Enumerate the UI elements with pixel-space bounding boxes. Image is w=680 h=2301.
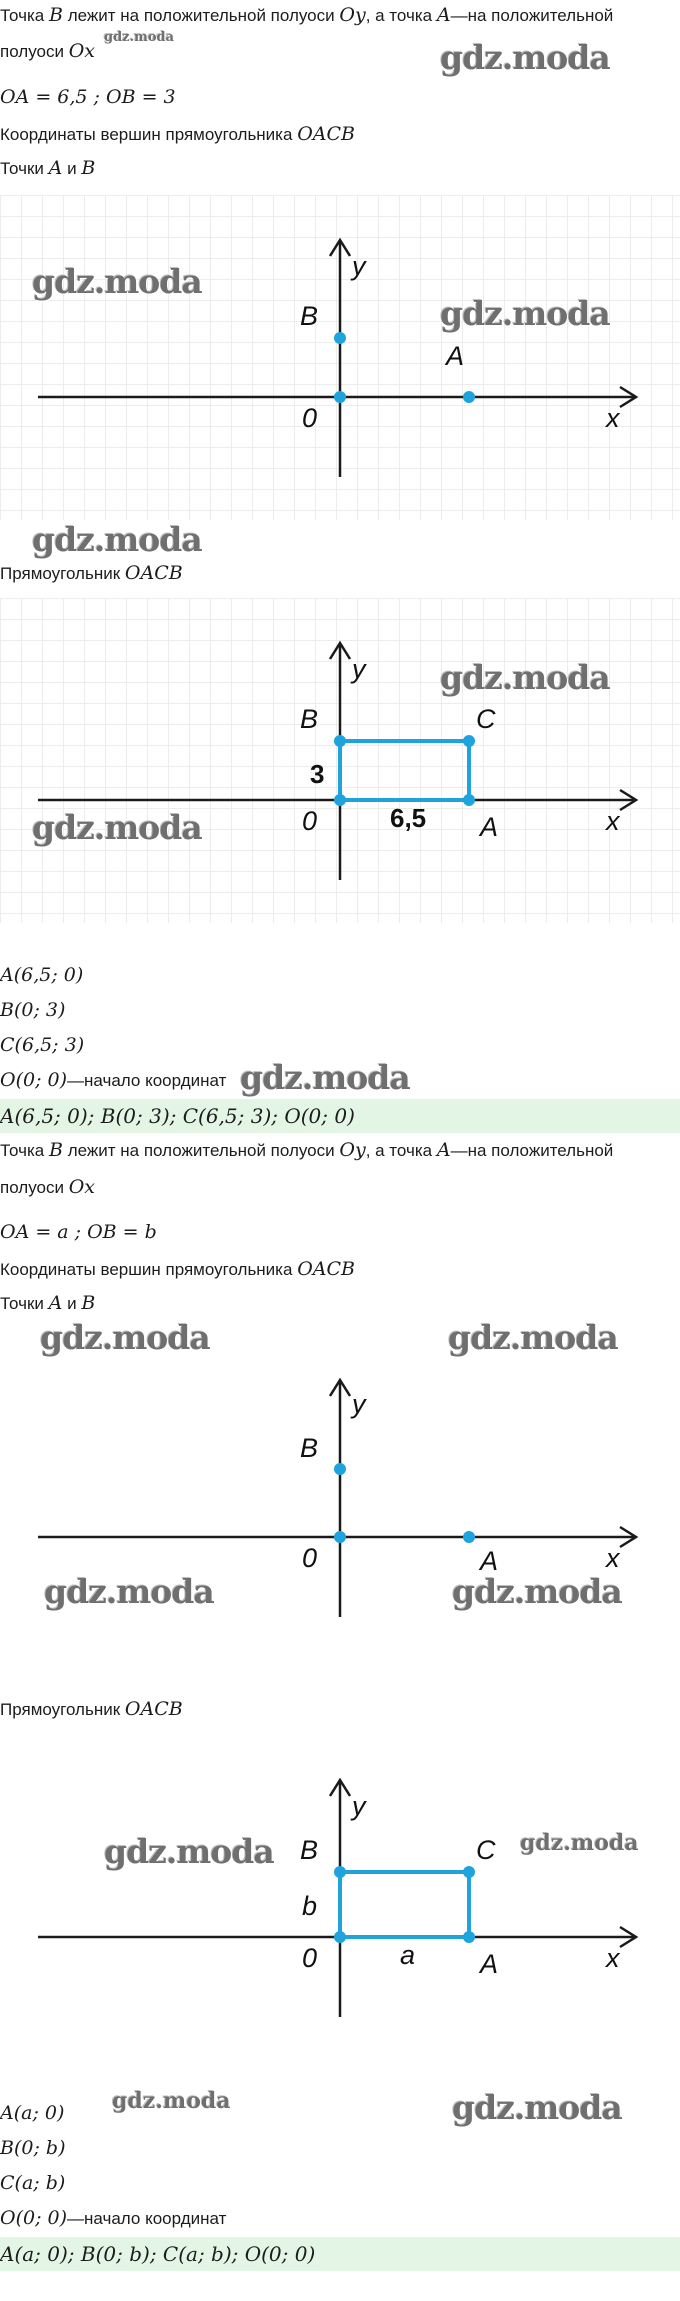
watermark: gdz.moda — [452, 1572, 622, 1611]
coord-c-1: C(6,5; 3) — [0, 1034, 85, 1056]
side-ob-length: b — [302, 1891, 318, 1921]
point-a-label: A — [480, 1949, 499, 1979]
coord-a-2: A(a; 0) — [0, 2102, 65, 2124]
problem2-intro-line1: Точка B лежит на положительной полуоси Oy, а точка A—на положительной — [0, 1139, 614, 1161]
point-c-label: C — [476, 704, 496, 734]
coordinate-plane-4 — [0, 1735, 680, 2060]
point-b-label: B — [300, 301, 319, 331]
point-b-label: B — [300, 704, 319, 734]
point-a-label: A — [446, 341, 465, 371]
coord-o-1: O(0; 0)—начало координат — [0, 1069, 227, 1091]
watermark: gdz.moda — [40, 1318, 210, 1357]
figure-rectangle-oacb-2 — [0, 1735, 680, 2060]
watermark: gdz.moda — [440, 658, 610, 697]
point-o — [334, 1531, 346, 1543]
coord-a-1: A(6,5; 0) — [0, 964, 84, 986]
point-a — [463, 794, 475, 806]
answer-2: A(a; 0); B(0; b); C(a; b); O(0; 0) — [0, 2237, 680, 2271]
watermark: gdz.moda — [520, 1830, 639, 1856]
y-axis-label: y — [352, 1389, 366, 1419]
watermark: gdz.moda — [112, 2088, 231, 2114]
coord-b-2: B(0; b) — [0, 2137, 66, 2159]
side-oa-length: a — [400, 1940, 416, 1970]
point-b-label: B — [300, 1835, 319, 1865]
point-o — [334, 391, 346, 403]
x-axis-label: x — [606, 1943, 620, 1973]
watermark: gdz.moda — [440, 294, 610, 333]
y-axis-label: y — [352, 251, 366, 281]
watermark: gdz.moda — [104, 1832, 274, 1871]
watermark: gdz.moda — [32, 262, 202, 301]
watermark: gdz.moda — [32, 808, 202, 847]
origin-label: 0 — [302, 1543, 318, 1573]
y-axis-label: y — [352, 654, 366, 684]
point-c — [463, 735, 475, 747]
coord-b-1: B(0; 3) — [0, 999, 66, 1021]
x-axis-label: x — [606, 403, 620, 433]
problem2-rect-label: Прямоугольник OACB — [0, 1698, 183, 1720]
watermark: gdz.moda — [240, 1058, 410, 1097]
point-a — [463, 1531, 475, 1543]
point-b — [334, 735, 346, 747]
side-oa-length: 6,5 — [390, 803, 427, 833]
problem2-task: Координаты вершин прямоугольника OACB — [0, 1258, 355, 1280]
origin-label: 0 — [302, 806, 318, 836]
watermark: gdz.moda — [440, 38, 610, 77]
point-c — [463, 1866, 475, 1878]
origin-label: 0 — [302, 1943, 318, 1973]
figure-points-a-b-2 — [0, 1335, 680, 1660]
rectangle-oacb — [340, 741, 469, 800]
y-axis-label: y — [352, 1791, 366, 1821]
point-b-label: B — [300, 1433, 319, 1463]
watermark: gdz.moda — [32, 520, 202, 559]
watermark: gdz.moda — [44, 1572, 214, 1611]
problem2-given: OA = a ; OB = b — [0, 1221, 157, 1243]
point-a — [463, 391, 475, 403]
watermark: gdz.moda — [448, 1318, 618, 1357]
point-o — [334, 1931, 346, 1943]
origin-label: 0 — [302, 403, 318, 433]
rectangle-oacb — [340, 1872, 469, 1937]
x-axis-label: x — [606, 1543, 620, 1573]
problem1-given: OA = 6,5 ; OB = 3 — [0, 86, 176, 108]
coord-c-2: C(a; b) — [0, 2172, 66, 2194]
problem2-points-label: Точки A и B — [0, 1292, 96, 1314]
figure-points-a-b — [0, 195, 680, 520]
problem2-intro-line2: полуоси Ox — [0, 1176, 95, 1198]
coordinate-plane-1 — [0, 195, 680, 520]
problem1-intro-line2: полуоси Ox — [0, 40, 95, 62]
x-axis-label: x — [606, 806, 620, 836]
coordinate-plane-3 — [0, 1335, 680, 1660]
point-a-label: A — [480, 1546, 499, 1576]
problem1-rect-label: Прямоугольник OACB — [0, 562, 183, 584]
problem1-intro-line1: Точка B лежит на положительной полуоси Oy, а точка A—на положительной — [0, 4, 614, 26]
point-a-label: A — [480, 812, 499, 842]
answer-1: A(6,5; 0); B(0; 3); C(6,5; 3); O(0; 0) — [0, 1099, 680, 1133]
watermark: gdz.moda — [452, 2088, 622, 2127]
point-b — [334, 332, 346, 344]
point-b — [334, 1463, 346, 1475]
figure-rectangle-oacb-1 — [0, 598, 680, 923]
coord-o-2: O(0; 0)—начало координат — [0, 2207, 227, 2229]
coordinate-plane-2 — [0, 598, 680, 923]
side-ob-length: 3 — [310, 759, 325, 789]
problem1-task: Координаты вершин прямоугольника OACB — [0, 123, 355, 145]
watermark: gdz.moda — [104, 30, 175, 45]
point-c-label: C — [476, 1835, 496, 1865]
point-b — [334, 1866, 346, 1878]
point-a — [463, 1931, 475, 1943]
problem1-points-label: Точки A и B — [0, 157, 96, 179]
point-o — [334, 794, 346, 806]
